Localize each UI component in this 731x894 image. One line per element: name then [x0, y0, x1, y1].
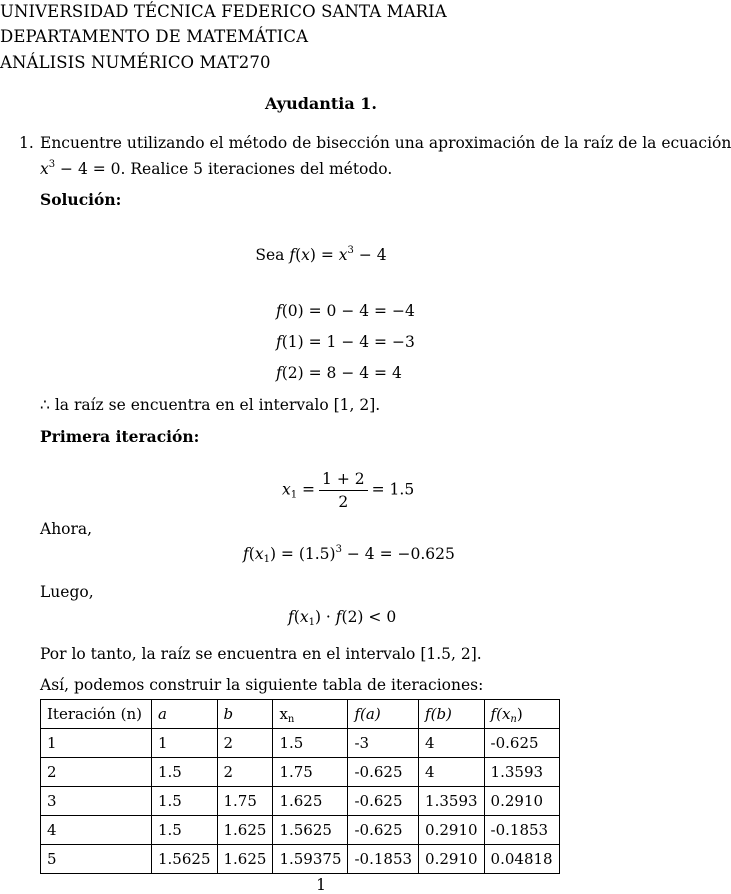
- table-cell: 1.59375: [273, 845, 348, 874]
- table-row: [41, 758, 560, 787]
- table-cell: 1.5: [273, 729, 348, 758]
- header-a: a: [152, 700, 218, 729]
- header-fa: f(a): [348, 700, 419, 729]
- table-cell: -0.1853: [484, 816, 559, 845]
- table-cell: 2: [41, 758, 152, 787]
- table-cell: 1: [152, 729, 218, 758]
- table-cell: -0.625: [348, 787, 419, 816]
- sign-product: $f(x_1) \cdot f(2) < 0$: [288, 608, 397, 628]
- fraction: $\frac{1 + 2}{2}$: [319, 470, 368, 511]
- conclusion-interval-1: ∴ la raíz se encuentra en el intervalo [1, 2].: [40, 396, 381, 414]
- conclusion-interval-2: Por lo tanto, la raíz se encuentra en el intervalo [1.5, 2].: [40, 645, 482, 663]
- table-cell: 1.75: [217, 787, 273, 816]
- table-cell: 1.3593: [419, 787, 485, 816]
- luego-label: Luego,: [40, 583, 94, 601]
- table-cell: 1.5: [152, 816, 218, 845]
- document-title: Ayudantia 1.: [265, 94, 377, 113]
- first-iteration-label: Primera iteración:: [40, 427, 200, 446]
- header-course: ANÁLISIS NUMÉRICO MAT270: [0, 53, 271, 72]
- table-cell: 1.5: [152, 758, 218, 787]
- table-intro: Así, podemos construir la siguiente tabla de iteraciones:: [40, 676, 484, 694]
- fx1-evaluation: $f(x_1) = (1.5)^3 - 4 = -0.625$: [243, 544, 455, 565]
- problem-text-line1: Encuentre utilizando el método de bisección una aproximación de la raíz de la ecuación: [40, 134, 731, 152]
- problem-text-line2: $x^3 - 4 = 0$. Realice 5 iteraciones del método.: [40, 159, 393, 178]
- table-cell: 0.04818: [484, 845, 559, 874]
- table-cell: 4: [41, 816, 152, 845]
- header-b: b: [217, 700, 273, 729]
- evaluation-f1: f(1) = 1 − 4 = −3: [276, 333, 415, 351]
- header-xn: $x_n$: [273, 700, 348, 729]
- iteration-table: [40, 699, 560, 874]
- table-cell: 1.625: [273, 787, 348, 816]
- table-cell: 1.3593: [484, 758, 559, 787]
- table-cell: 0.2910: [419, 816, 485, 845]
- table-cell: 5: [41, 845, 152, 874]
- table-cell: 1.625: [217, 845, 273, 874]
- header-university: UNIVERSIDAD TÉCNICA FEDERICO SANTA MARIA: [0, 2, 447, 21]
- table-cell: 3: [41, 787, 152, 816]
- table-cell: 1.5: [152, 787, 218, 816]
- table-cell: 1.75: [273, 758, 348, 787]
- ahora-label: Ahora,: [40, 520, 93, 538]
- table-row: [41, 729, 560, 758]
- table-cell: 1: [41, 729, 152, 758]
- header-department: DEPARTAMENTO DE MATEMÁTICA: [0, 27, 309, 46]
- x1-formula: $x_1$ = $\frac{1 + 2}{2}$ = 1.5: [282, 470, 415, 511]
- evaluation-f2: f(2) = 8 − 4 = 4: [276, 364, 402, 382]
- table-row: [41, 816, 560, 845]
- solution-label: Solución:: [40, 190, 122, 209]
- table-cell: 0.2910: [419, 845, 485, 874]
- header-fxn: $f(x_n)$: [484, 700, 559, 729]
- table-cell: -3: [348, 729, 419, 758]
- equation-inline: $x^3 - 4 = 0$: [40, 159, 121, 178]
- table-cell: -0.625: [348, 758, 419, 787]
- table-cell: 0.2910: [484, 787, 559, 816]
- table-cell: 4: [419, 729, 485, 758]
- table-cell: 2: [217, 729, 273, 758]
- header-fb: f(b): [419, 700, 485, 729]
- evaluation-f0: f(0) = 0 − 4 = −4: [276, 302, 415, 320]
- table-cell: 4: [419, 758, 485, 787]
- page-number: 1: [316, 876, 326, 894]
- table-cell: -0.625: [348, 816, 419, 845]
- table-row: [41, 787, 560, 816]
- table-cell: 1.5625: [273, 816, 348, 845]
- table-header-row: [41, 700, 560, 729]
- header-iteration: Iteración (n): [41, 700, 152, 729]
- table-cell: -0.625: [484, 729, 559, 758]
- table-row: [41, 845, 560, 874]
- table-cell: 1.5625: [152, 845, 218, 874]
- therefore-icon: ∴: [40, 396, 50, 414]
- table-cell: 1.625: [217, 816, 273, 845]
- function-definition: Sea $f(x) = x^3 - 4$: [255, 245, 387, 264]
- table-cell: 2: [217, 758, 273, 787]
- problem-number: 1.: [19, 134, 34, 152]
- table-cell: -0.1853: [348, 845, 419, 874]
